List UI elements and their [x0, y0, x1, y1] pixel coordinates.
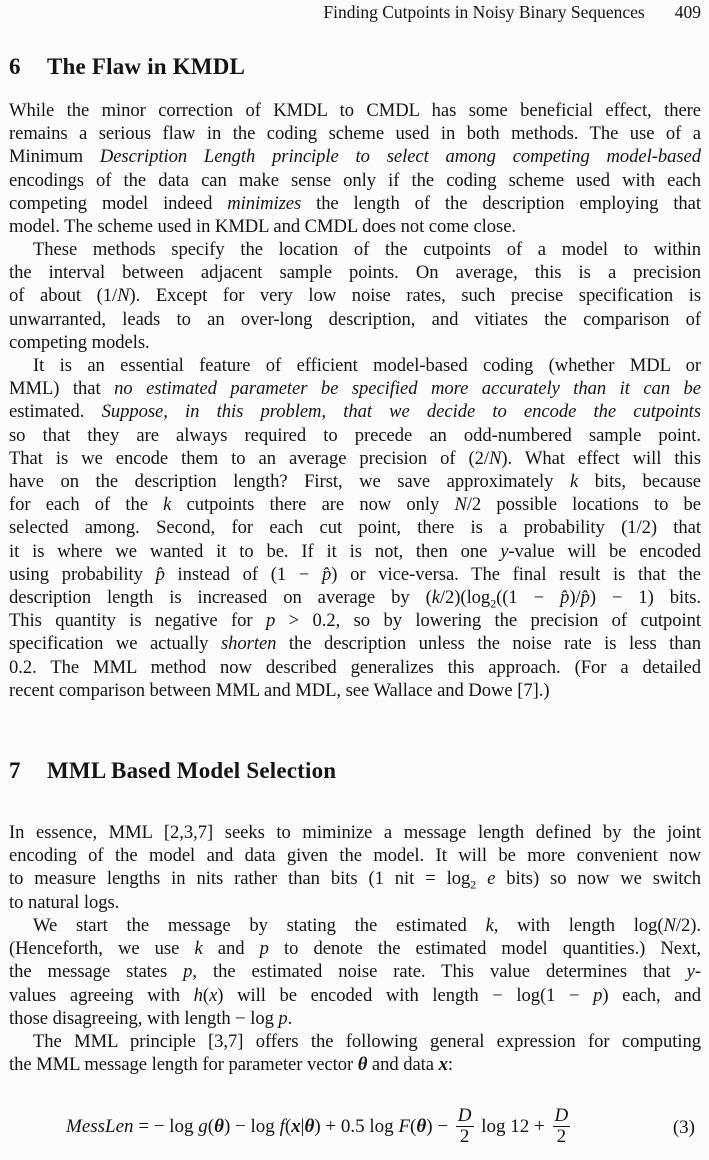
text-line — [9, 122, 701, 145]
text-run: In essence, MML [2,3,7] seeks to miminize a message length defined by the joint — [9, 822, 701, 843]
text-run: model. The scheme used in KMDL and CMDL does not come close. — [9, 216, 517, 238]
text-line — [9, 516, 701, 539]
text-line — [9, 400, 701, 423]
text-run: > 0.2, so by lowering the precision of cutpoint — [275, 610, 701, 632]
eq-lhs: MessLen — [66, 1115, 134, 1137]
eq-text: ( — [284, 1115, 292, 1137]
italic-text: shorten — [220, 633, 277, 655]
text-run: : — [447, 1054, 453, 1076]
text-line — [9, 331, 701, 354]
eq-g: g — [198, 1115, 208, 1137]
text-run: instead of (1 − — [164, 563, 323, 585]
eq-theta: θ — [416, 1115, 427, 1137]
text-run: it is where we wanted it to be. If it is not, then one — [9, 540, 501, 562]
text-line — [9, 470, 701, 493]
text-line — [9, 145, 701, 168]
equation-expression — [66, 1106, 573, 1147]
eq-text: ( — [207, 1115, 215, 1137]
italic-text: Suppose, in this problem, that we decide to encode the cutpoints — [84, 401, 701, 423]
eq-theta: θ — [304, 1115, 315, 1137]
text-run: competing models. — [9, 331, 150, 353]
page-number: 409 — [674, 2, 701, 22]
text-run: the message states — [9, 961, 184, 983]
text-run: description length is increased on average by ( — [9, 587, 432, 609]
text-run: This quantity is negative for — [9, 610, 266, 632]
section-7-heading — [9, 756, 336, 786]
eq-frac-denominator: 2 — [556, 1126, 567, 1147]
equation-number: (3) — [672, 1117, 695, 1138]
eq-text: log 12 + — [476, 1115, 550, 1137]
text-line — [9, 377, 701, 400]
text-run: ) − 1) bits. — [589, 587, 701, 609]
italic-text: y — [500, 540, 509, 562]
text-line — [9, 192, 701, 215]
text-run: ). Except for very low noise rates, such precise specification is — [129, 285, 702, 307]
section-7-paragraph-3 — [9, 1030, 701, 1076]
eq-theta: θ — [214, 1115, 224, 1137]
text-line — [9, 493, 701, 516]
eq-x: x — [291, 1115, 301, 1137]
math-symbol-bold: θ — [357, 1054, 368, 1076]
text-line — [9, 424, 701, 447]
text-run: ). What effect will this — [501, 447, 701, 469]
text-run: /2). — [675, 915, 701, 936]
text-line — [9, 844, 701, 867]
text-line — [9, 609, 701, 632]
text-line — [9, 1053, 701, 1076]
eq-fraction-d-over-2 — [456, 1106, 474, 1147]
text-line — [9, 914, 701, 937]
eq-text: = − log — [133, 1115, 199, 1137]
text-run: While the minor correction of KMDL to CMDL has some beneficial effect, there — [9, 100, 701, 121]
italic-text: p — [278, 1007, 288, 1029]
section-number: 6 — [9, 54, 21, 79]
text-run: -value will be encoded — [508, 540, 701, 562]
section-6-paragraph-2 — [9, 238, 701, 354]
text-line — [9, 1030, 701, 1053]
italic-text: x — [209, 984, 218, 1006]
text-run: the length of the description employing that — [301, 192, 701, 214]
text-run: encodings of the data can make sense only if the coding scheme used with each — [9, 169, 701, 191]
text-run: These methods specify the location of the cutpoints of a model to within — [33, 239, 701, 260]
text-line — [9, 447, 701, 470]
section-6-heading — [9, 52, 245, 82]
subscript: 2 — [490, 596, 497, 611]
eq-text: ) − log — [223, 1115, 280, 1137]
running-head-title: Finding Cutpoints in Noisy Binary Sequences — [323, 2, 645, 22]
section-6-paragraph-1 — [9, 99, 701, 238]
text-run: selected among. Second, for each cut point, there is a probability (1/2) that — [9, 517, 701, 539]
text-run: those disagreeing, with length − log — [9, 1007, 279, 1029]
text-run: , the estimated noise rate. This value determines that — [192, 961, 687, 983]
text-run: It is an essential feature of efficient model-based coding (whether MDL or — [33, 355, 701, 376]
italic-text: h — [193, 984, 203, 1006]
text-line — [9, 984, 701, 1007]
eq-frac-numerator: D — [554, 1105, 569, 1126]
text-run: estimated. — [9, 401, 85, 423]
text-run: have on the description length? First, we save approximately — [9, 471, 570, 493]
eq-frac-numerator: D — [457, 1105, 472, 1126]
text-run: That is we encode them to an average precision of (2/ — [9, 447, 490, 469]
text-run: Minimum — [9, 146, 84, 168]
italic-text: p — [265, 610, 276, 632]
section-6-paragraph-3 — [9, 354, 701, 702]
text-line — [9, 960, 701, 983]
section-number: 7 — [9, 758, 21, 783]
subscript: 2 — [470, 878, 477, 893]
text-run: /2 possible locations to be — [466, 494, 702, 516]
text-run: to measure lengths in nits rather than bits (1 nit = log — [9, 868, 471, 890]
text-line — [9, 169, 701, 192]
text-run: for each of the — [9, 494, 164, 516]
text-line — [9, 656, 701, 679]
italic-text: p̂ — [560, 587, 570, 609]
italic-text: p̂ — [322, 563, 332, 585]
text-run: )/ — [569, 587, 581, 609]
italic-text: N — [117, 285, 130, 307]
text-run: , with length log( — [493, 915, 664, 936]
text-line — [9, 540, 701, 563]
italic-text: N — [663, 915, 676, 936]
text-run: /2)(log — [439, 587, 491, 609]
italic-text: N — [454, 494, 467, 516]
text-run: to denote the estimated model quantities.) Next, — [268, 938, 701, 960]
text-line — [9, 867, 701, 893]
italic-text: p — [593, 984, 603, 1006]
text-run: The MML principle [3,7] offers the following general expression for computing — [33, 1031, 701, 1052]
text-run: We start the message by stating the estimated — [33, 915, 486, 936]
italic-text: e — [487, 868, 496, 890]
section-title: The Flaw in KMDL — [47, 54, 246, 79]
italic-text: k — [431, 587, 440, 609]
text-line — [9, 215, 701, 238]
text-line — [9, 238, 701, 261]
text-run: - — [694, 961, 702, 983]
italic-text: minimizes — [227, 192, 302, 214]
italic-text: no estimated parameter be specified more accurately than it can be — [114, 378, 701, 400]
text-run: cutpoints there are now only — [171, 494, 455, 516]
text-run: recent comparison between MML and MDL, see Wallace and Dowe [7].) — [9, 679, 550, 701]
math-symbol-bold: x — [438, 1054, 448, 1076]
text-line — [9, 891, 701, 914]
text-run: values agreeing with — [9, 984, 194, 1006]
italic-text: k — [569, 471, 579, 493]
text-run — [476, 868, 487, 889]
italic-text: p̂ — [155, 563, 165, 585]
text-line — [9, 821, 701, 844]
italic-text: p̂ — [580, 587, 590, 609]
text-line — [9, 1007, 701, 1030]
eq-text: ) + 0.5 log — [314, 1115, 399, 1137]
text-line — [9, 586, 701, 609]
text-run: bits) so now we switch — [495, 868, 701, 890]
text-line — [9, 308, 701, 331]
text-run: ((1 − — [496, 587, 561, 609]
text-run: encoding of the model and data given the model. It will be more convenient now — [9, 845, 701, 867]
eq-fraction-d-over-2 — [553, 1106, 571, 1147]
text-line — [9, 354, 701, 377]
italic-text: Description Length principle to select among competing model-based — [83, 146, 701, 168]
eq-f: f — [279, 1115, 285, 1137]
text-run: using probability — [9, 563, 156, 585]
text-run: and data — [367, 1054, 439, 1076]
eq-F: F — [398, 1115, 411, 1137]
text-run: 0.2. The MML method now described generalizes this approach. (For a detailed — [9, 656, 701, 678]
text-run: ) each, and — [602, 984, 701, 1006]
text-run: the description unless the noise rate is less than — [276, 633, 701, 655]
italic-text: N — [489, 447, 502, 469]
eq-text: ( — [410, 1115, 417, 1137]
section-title: MML Based Model Selection — [47, 758, 337, 783]
italic-text: p — [259, 938, 269, 960]
text-run: unwarranted, leads to an over-long description, and vitiates the comparison of — [9, 308, 701, 330]
text-run: competing model indeed — [9, 192, 228, 214]
text-run: of about (1/ — [9, 285, 118, 307]
eq-text: ) − — [426, 1115, 453, 1137]
italic-text: k — [163, 494, 172, 516]
text-run: ) will be encoded with length − log(1 − — [217, 984, 594, 1006]
text-run: MML) that — [9, 378, 115, 400]
eq-frac-denominator: 2 — [459, 1126, 470, 1147]
text-run: to natural logs. — [9, 891, 120, 913]
text-run: remains a serious flaw in the coding scheme used in both methods. The use of a — [9, 123, 701, 145]
section-7-paragraph-2 — [9, 914, 701, 1030]
text-run: so that they are always required to precede an odd-numbered sample point. — [9, 424, 701, 446]
text-run: ) or vice-versa. The final result is that the — [331, 563, 701, 585]
text-line — [9, 632, 701, 655]
equation-3 — [0, 1100, 701, 1158]
eq-text: | — [300, 1115, 305, 1137]
text-run: ( — [202, 984, 210, 1006]
text-line — [9, 284, 701, 307]
text-line — [9, 99, 701, 122]
text-run: the MML message length for parameter vector — [9, 1054, 358, 1076]
italic-text: k — [485, 915, 494, 936]
italic-text: p — [183, 961, 193, 983]
text-run: . — [287, 1007, 293, 1029]
text-line — [9, 563, 701, 586]
text-run: (Henceforth, we use — [9, 938, 195, 960]
text-run: bits, because — [578, 471, 702, 493]
italic-text: k — [194, 938, 203, 960]
text-run: specification we actually — [9, 633, 221, 655]
section-7-paragraph-1 — [9, 821, 701, 914]
running-head — [323, 0, 701, 24]
text-run: and — [202, 938, 260, 960]
text-line — [9, 261, 701, 284]
text-line — [9, 937, 701, 960]
text-run: the interval between adjacent sample points. On average, this is a precision — [9, 262, 701, 284]
italic-text: y — [686, 961, 695, 983]
text-line — [9, 679, 701, 702]
